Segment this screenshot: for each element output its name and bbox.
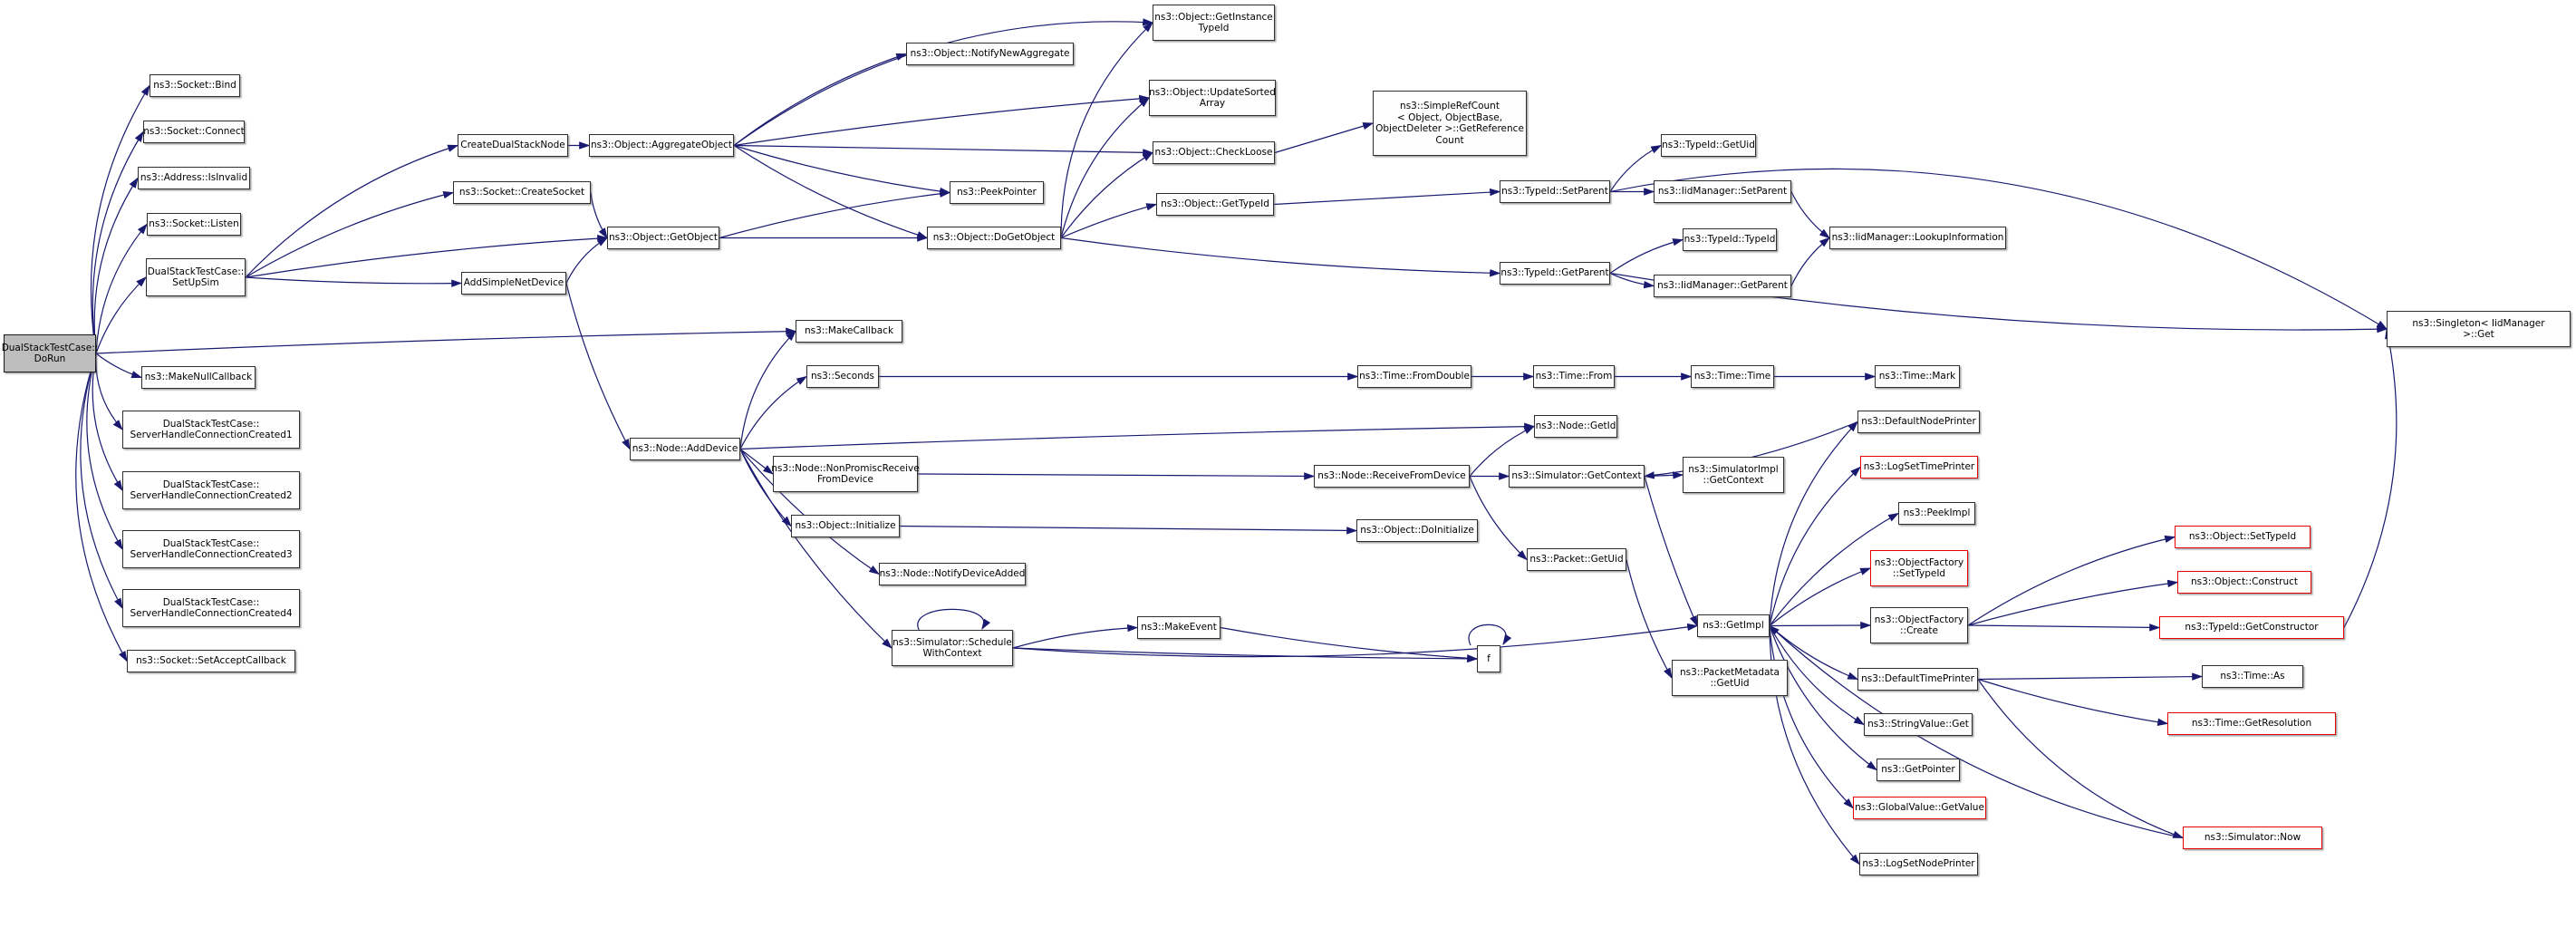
node-label: DualStackTestCase:: (1, 342, 99, 353)
node-label: ns3::IidManager::SetParent (1657, 186, 1788, 198)
node-label: WithContext (922, 648, 982, 659)
node-typeidsetparent[interactable] (1500, 180, 1610, 203)
node-defaulttimeprinter[interactable] (1857, 668, 1978, 691)
node-defaultnodeprinter[interactable] (1857, 411, 1980, 433)
edge-iidmanagergetparent-lookupinformation (1791, 238, 1829, 286)
node-globalvaluegetvalue[interactable] (1853, 797, 1986, 819)
node-label: ns3::Simulator::Schedule (892, 636, 1012, 648)
node-createdsn[interactable] (458, 134, 568, 157)
node-gettypeid[interactable] (1156, 193, 1274, 216)
edge-dorun-setupsim (96, 277, 146, 353)
edge-gettypeid-typeidsetparent (1274, 192, 1500, 205)
node-label: ns3::TypeId::TypeId (1684, 234, 1776, 246)
node-label: ns3::MakeCallback (804, 325, 894, 337)
edge-dorun-makecallback (96, 332, 796, 354)
node-seconds[interactable] (806, 365, 879, 388)
edge-dorun-setacceptcb (76, 353, 127, 662)
edge-getobject-peekpointer (719, 193, 950, 238)
node-label: ns3::Time::FromDouble (1359, 371, 1470, 382)
node-label: ns3::ObjectFactory (1874, 614, 1964, 625)
node-label: ns3::Object::GetTypeId (1161, 198, 1269, 210)
node-schedulewithcontext[interactable] (892, 630, 1013, 666)
node-simulatorimplgetcontext[interactable] (1683, 457, 1784, 493)
node-label: ns3::Object::UpdateSorted (1149, 86, 1276, 98)
node-timefrom[interactable] (1533, 365, 1615, 388)
node-simplerefcount[interactable] (1373, 91, 1527, 156)
edge-getimpl-getpointer (1770, 626, 1877, 770)
node-nonpromisc[interactable] (773, 456, 918, 492)
edge-aggregateobject-checkloose (734, 146, 1153, 153)
node-makecallback[interactable] (796, 320, 902, 343)
node-typeidgetparent[interactable] (1500, 262, 1610, 285)
node-getimpl[interactable] (1697, 614, 1770, 637)
node-shcc1[interactable] (122, 411, 300, 449)
edge-defaulttimeprinter-timegetresolution (1978, 680, 2167, 724)
node-objectconstruct[interactable] (2177, 571, 2311, 594)
edge-typeidgetparent-typeidtypeid (1610, 240, 1683, 274)
node-addsimple[interactable] (461, 272, 566, 295)
node-label: ObjectDeleter >::GetReference (1375, 123, 1524, 134)
node-label: ns3::PeekImpl (1903, 508, 1971, 519)
node-iidmanagersetparent[interactable] (1654, 180, 1791, 203)
node-singletonget[interactable] (2387, 311, 2571, 347)
node-dorun[interactable] (1, 334, 99, 372)
edge-getimpl-offactorycreate (1770, 625, 1870, 626)
node-label: ns3::Socket::CreateSocket (458, 187, 585, 198)
node-label: ns3::Socket::Listen (149, 218, 239, 230)
edge-simgetcontext-getimpl (1645, 477, 1697, 626)
node-nodegetid[interactable] (1534, 415, 1617, 438)
edge-addsimple-getobject (566, 238, 607, 284)
node-notifynewaggregate[interactable] (906, 43, 1074, 65)
edge-setupsim-addsimple (246, 277, 461, 284)
node-label: ns3::StringValue::Get (1867, 719, 1969, 730)
node-objectinitialize[interactable] (791, 515, 900, 537)
node-label: ns3::Node::NotifyDeviceAdded (879, 568, 1026, 580)
node-timegetresolution[interactable] (2167, 712, 2336, 735)
node-connect[interactable] (143, 121, 245, 143)
node-label: ns3::Object::AggregateObject (590, 140, 733, 151)
node-label: ns3::SimulatorImpl (1688, 463, 1779, 475)
node-label: ::SetTypeId (1892, 568, 1946, 579)
node-notifydeviceadded[interactable] (879, 563, 1026, 585)
edge-aggregateobject-peekpointer (734, 146, 950, 193)
node-iidmanagergetparent[interactable] (1654, 275, 1791, 297)
edge-setupsim-createsocket (246, 193, 453, 278)
node-label: ns3::Object::Construct (2190, 576, 2298, 588)
node-shcc4[interactable] (122, 589, 300, 627)
node-label: FromDevice (817, 474, 873, 485)
node-label: ns3::Time::As (2220, 671, 2285, 682)
edge-defaulttimeprinter-timeas (1978, 677, 2202, 680)
node-logsetnodeprinter[interactable] (1859, 853, 1978, 875)
edge-setupsim-createdsn (246, 146, 458, 278)
node-lookupinformation[interactable] (1829, 227, 2006, 249)
node-peekpointer[interactable] (950, 181, 1044, 204)
node-stringvalueget[interactable] (1864, 713, 1973, 736)
node-label: ns3::ObjectFactory (1874, 556, 1964, 568)
node-timemark[interactable] (1875, 365, 1960, 388)
node-label: DualStackTestCase:: (162, 596, 260, 608)
node-label: Array (1199, 98, 1226, 109)
edge-dogetobject-getinstancetypeid (1061, 23, 1153, 238)
edge-f-f (1469, 624, 1506, 645)
node-label: ns3::Packet::GetUid (1529, 554, 1624, 566)
edge-dorun-makenullcb (96, 353, 141, 378)
node-label: ServerHandleConnectionCreated1 (130, 430, 293, 440)
node-setupsim[interactable] (146, 258, 246, 296)
node-offactorycreate[interactable] (1870, 607, 1968, 643)
node-label: ns3::PeekPointer (957, 187, 1037, 198)
node-label: ns3::Node::AddDevice (632, 443, 738, 455)
node-label: Count (1435, 134, 1464, 146)
node-typeidgetconstructor[interactable] (2159, 616, 2344, 639)
node-label: ::GetContext (1703, 475, 1764, 486)
node-label: >::Get (2463, 329, 2494, 340)
node-label: DualStackTestCase:: (162, 418, 260, 430)
node-receivefromdevice[interactable] (1314, 465, 1470, 488)
node-timeas[interactable] (2202, 665, 2303, 688)
node-typeidgetuid[interactable] (1661, 134, 1756, 157)
edge-dorun-shcc1 (96, 353, 122, 430)
node-checkloose[interactable] (1153, 141, 1275, 164)
node-label: ns3::PacketMetadata (1680, 666, 1780, 678)
node-label: ns3::IidManager::GetParent (1657, 280, 1788, 292)
node-label: AddSimpleNetDevice (463, 277, 564, 289)
node-updatesortedarray[interactable] (1149, 80, 1276, 116)
edge-dogetobject-typeidgetparent (1061, 238, 1500, 274)
node-label: ns3::Node::ReceiveFromDevice (1317, 470, 1466, 482)
node-label: ns3::DefaultTimePrinter (1861, 673, 1974, 685)
node-label: CreateDualStackNode (460, 140, 565, 151)
node-label: DualStackTestCase:: (147, 266, 245, 277)
edge-aggregateobject-getinstancetypeid (734, 22, 1153, 146)
node-typeidtypeid[interactable] (1683, 228, 1777, 251)
node-label: ns3::Time::GetResolution (2191, 718, 2312, 730)
edge-offactorycreate-objectsettypeid (1968, 537, 2175, 626)
edge-adddevice-nonpromisc (740, 450, 773, 475)
edge-aggregateobject-dogetobject (734, 146, 927, 238)
node-dogetobject[interactable] (927, 227, 1061, 249)
edge-getimpl-globalvaluegetvalue (1770, 626, 1853, 808)
node-label: ns3::Object::CheckLoose (1154, 147, 1273, 159)
node-simulatornow[interactable] (2183, 826, 2322, 849)
edge-objectinitialize-doinitialize (900, 527, 1356, 531)
node-packetmetadatagetuid[interactable] (1672, 660, 1788, 696)
node-label: ::GetUid (1710, 678, 1750, 689)
node-label: ns3::TypeId::GetParent (1500, 267, 1609, 279)
node-label: ns3::Time::Mark (1878, 371, 1956, 382)
node-label: ns3::Node::NonPromiscReceive (771, 462, 920, 474)
edge-createsocket-getobject (591, 193, 607, 238)
node-packetgetuid[interactable] (1527, 548, 1626, 571)
edge-iidmanagersetparent-lookupinformation (1791, 192, 1829, 238)
node-label: ns3::GlobalValue::GetValue (1855, 802, 1984, 814)
node-label: ns3::Address::IsInvalid (140, 172, 248, 184)
node-label: ns3::Socket::Bind (153, 80, 236, 92)
edge-schedulewithcontext-makeevent (1013, 628, 1137, 649)
node-label: ServerHandleConnectionCreated4 (130, 608, 293, 619)
node-label: ns3::Object::SetTypeId (2188, 531, 2297, 543)
node-label: f (1487, 652, 1491, 664)
node-makenullcb[interactable] (141, 366, 256, 389)
edge-dorun-shcc3 (87, 353, 122, 549)
node-label: ns3::TypeId::GetUid (1662, 140, 1755, 151)
edge-aggregateobject-notifynewaggregate (734, 54, 906, 146)
node-label: DualStackTestCase:: (162, 478, 260, 490)
node-label: ns3::Object::DoGetObject (932, 232, 1056, 244)
edge-nonpromisc-receivefromdevice (918, 474, 1314, 477)
node-label: ns3::SimpleRefCount (1400, 101, 1500, 111)
edge-defaulttimeprinter-simulatornow (1978, 680, 2183, 838)
node-label: ns3::MakeNullCallback (144, 372, 253, 383)
edge-adddevice-seconds (740, 377, 806, 450)
node-label: ns3::MakeEvent (1141, 622, 1217, 633)
node-label: TypeId (1198, 23, 1230, 34)
edge-dorun-bind (91, 86, 150, 354)
node-label: ns3::GetImpl (1703, 620, 1764, 632)
node-label: ns3::Seconds (811, 371, 874, 382)
node-label: DoRun (34, 353, 66, 364)
node-logsettimeprinter[interactable] (1860, 456, 1978, 478)
edge-offactorycreate-typeidgetconstructor (1968, 625, 2159, 628)
node-label: < Object, ObjectBase, (1396, 111, 1503, 123)
node-label: ns3::TypeId::GetConstructor (2185, 622, 2319, 633)
node-label: ns3::Object::GetInstance (1154, 11, 1273, 23)
edge-dogetobject-gettypeid (1061, 205, 1156, 238)
edge-packetgetuid-packetmetadatagetuid (1626, 560, 1672, 679)
node-label: ns3::Object::Initialize (795, 520, 896, 532)
node-label: DualStackTestCase:: (162, 537, 260, 549)
node-label: SetUpSim (172, 277, 219, 288)
node-getobject[interactable] (607, 227, 719, 249)
node-label: ns3::Simulator::Now (2204, 832, 2301, 844)
node-label: ns3::Singleton< IidManager (2412, 317, 2545, 329)
node-offactorysettypeid[interactable] (1870, 550, 1968, 586)
node-timetime[interactable] (1691, 365, 1774, 388)
edge-offactorycreate-objectconstruct (1968, 583, 2177, 626)
node-label: ns3::IidManager::LookupInformation (1831, 232, 2004, 244)
node-label: ns3::Socket::Connect (143, 126, 245, 138)
node-shcc3[interactable] (122, 530, 300, 568)
node-label: ns3::Object::DoInitialize (1360, 525, 1474, 536)
node-bind[interactable] (150, 74, 240, 97)
node-label: ServerHandleConnectionCreated2 (130, 490, 293, 501)
node-label: ns3::LogSetTimePrinter (1863, 461, 1975, 473)
node-label: ns3::LogSetNodePrinter (1862, 858, 1975, 870)
node-listen[interactable] (147, 213, 241, 236)
node-objectsettypeid[interactable] (2175, 526, 2311, 548)
node-label: ns3::DefaultNodePrinter (1861, 416, 1976, 428)
node-getpointer[interactable] (1877, 759, 1960, 781)
node-aggregateobject[interactable] (589, 134, 734, 157)
node-label: ns3::Object::NotifyNewAggregate (910, 48, 1070, 60)
node-label: ::Create (1900, 625, 1938, 636)
edge-dogetobject-updatesortedarray (1061, 98, 1149, 238)
node-getinstancetypeid[interactable] (1153, 5, 1275, 41)
node-label: ns3::GetPointer (1881, 764, 1955, 776)
node-simgetcontext[interactable] (1509, 465, 1645, 488)
node-setacceptcb[interactable] (127, 650, 295, 672)
node-adddevice[interactable] (630, 438, 740, 460)
node-doinitialize[interactable] (1356, 519, 1478, 542)
node-label: ns3::Node::GetId (1535, 420, 1616, 432)
edge-typeidgetconstructor-singletonget (2344, 329, 2397, 628)
edge-schedulewithcontext-schedulewithcontext (918, 609, 984, 630)
node-label: ServerHandleConnectionCreated3 (130, 549, 293, 560)
node-label: ns3::Object::GetObject (608, 232, 719, 244)
node-fromdouble[interactable] (1357, 365, 1471, 388)
node-f[interactable] (1477, 645, 1500, 672)
edge-adddevice-nodegetid (740, 427, 1534, 450)
edge-receivefromdevice-packetgetuid (1470, 477, 1527, 560)
node-label: ns3::TypeId::SetParent (1501, 186, 1608, 198)
node-peekimpl[interactable] (1898, 502, 1975, 525)
node-label: ns3::Simulator::GetContext (1511, 470, 1642, 482)
node-isinvalid[interactable] (138, 167, 250, 189)
node-createsocket[interactable] (453, 181, 591, 204)
edge-makeevent-f (1220, 628, 1477, 660)
node-label: ns3::Time::Time (1693, 371, 1771, 382)
edge-addsimple-adddevice (566, 284, 630, 450)
edge-checkloose-simplerefcount (1275, 123, 1373, 153)
node-label: ns3::Socket::SetAcceptCallback (136, 655, 286, 667)
node-label: ns3::Time::From (1535, 371, 1613, 382)
node-shcc2[interactable] (122, 471, 300, 509)
node-makeevent[interactable] (1137, 616, 1220, 639)
